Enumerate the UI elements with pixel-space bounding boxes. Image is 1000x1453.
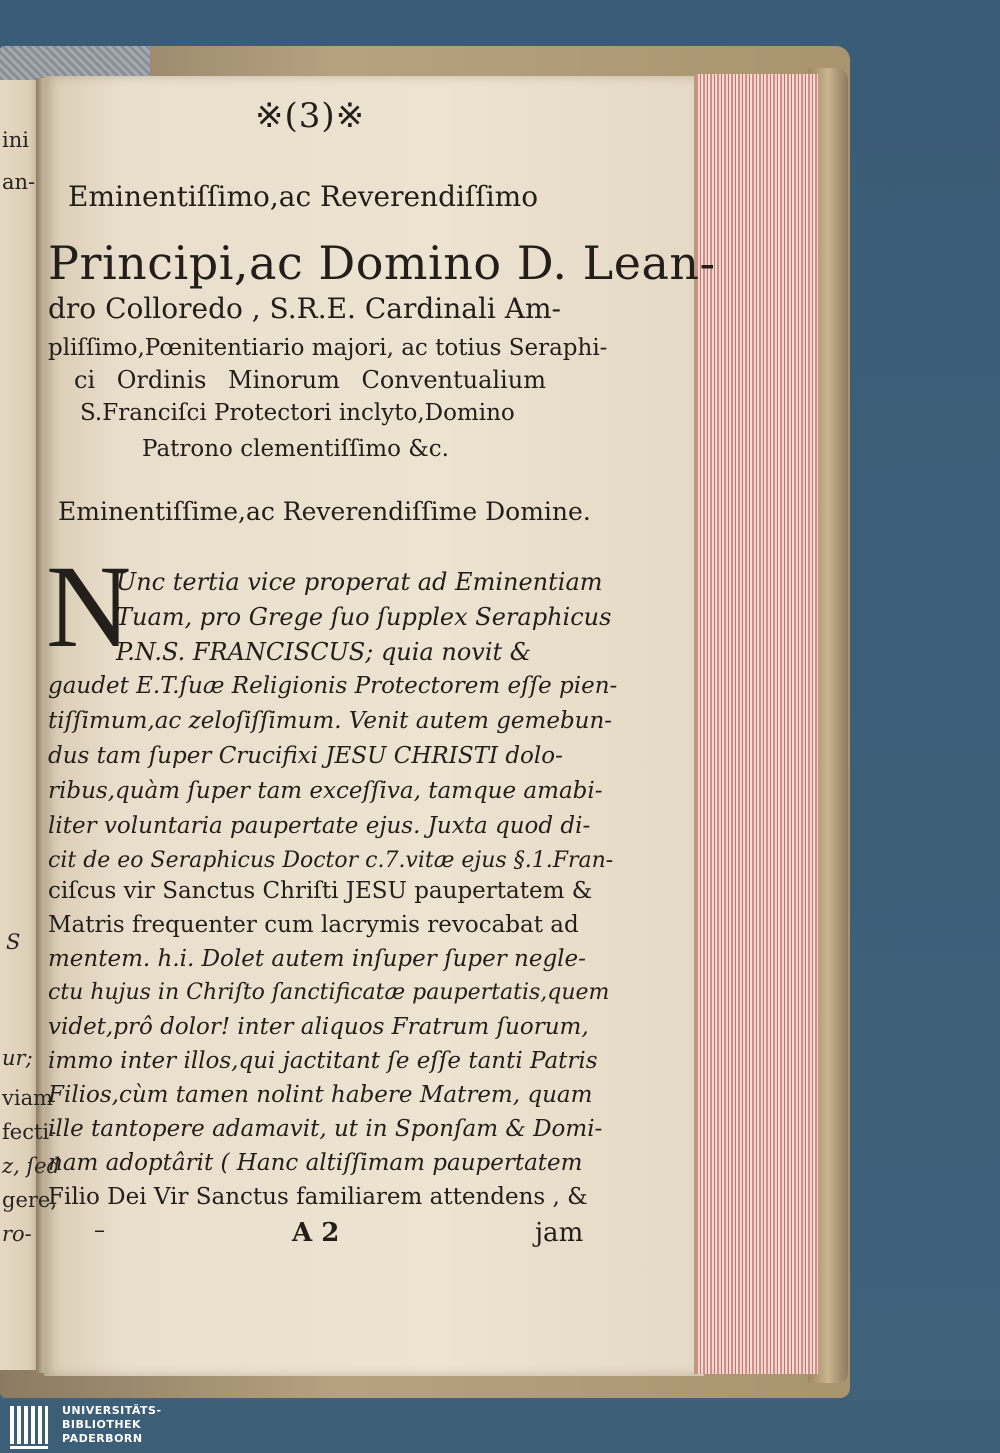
library-name-line: BIBLIOTHEK xyxy=(62,1418,142,1431)
body-line: immo inter illos,qui jactitant ſe eſſe tanti Patris xyxy=(48,1048,598,1074)
body-line: Filios,cùm tamen nolint habere Matrem, quam xyxy=(48,1082,593,1108)
drop-cap: N xyxy=(46,541,132,672)
left-fragment: z, ſed xyxy=(2,1154,61,1178)
dedication-line: Principi,ac Domino D. Lean- xyxy=(48,236,716,290)
dedication-line: dro Colloredo , S.R.E. Cardinali Am- xyxy=(48,292,562,325)
body-line: ille tantopere adamavit, ut in Sponſam & Domi- xyxy=(48,1116,603,1142)
body-line: videt,prô dolor! inter aliquos Fratrum ſuorum, xyxy=(48,1014,589,1040)
catchword: jam xyxy=(535,1218,584,1248)
body-line: mentem. h.i. Dolet autem inſuper ſuper negle- xyxy=(48,946,586,972)
body-line: Tuam, pro Grege ſuo ſupplex Seraphicus xyxy=(116,603,612,631)
body-line: P.N.S. FRANCISCUS; quia novit & xyxy=(116,638,532,666)
left-fragment: fecti- xyxy=(2,1120,57,1144)
left-fragment: ini xyxy=(2,128,29,152)
body-line: liter voluntaria paupertate ejus. Juxta quod di- xyxy=(48,813,591,839)
dedication-line: Patrono clementiſſimo &c. xyxy=(142,436,449,462)
body-line: Filio Dei Vir Sanctus familiarem attendens , & xyxy=(48,1184,588,1210)
body-line: Matris frequenter cum lacrymis revocabat ad xyxy=(48,912,579,938)
body-line: gaudet E.T.ſuæ Religionis Protectorem eſſe pien- xyxy=(48,673,618,699)
library-logo-icon xyxy=(8,1404,50,1450)
body-line: tiſſimum,ac zeloſiſſimum. Venit autem gemebun- xyxy=(48,708,613,734)
library-name-line: UNIVERSITÄTS- xyxy=(62,1404,162,1417)
left-fragment: an- xyxy=(2,170,36,194)
salutation: Eminentiſſime,ac Reverendiſſime Domine. xyxy=(58,497,591,526)
dedication-line: ci Ordinis Minorum Conventualium xyxy=(74,366,546,394)
signature-mark: A 2 xyxy=(292,1218,340,1248)
body-line: ribus,quàm ſuper tam exceſſiva, tamque amabi- xyxy=(48,778,603,804)
left-fragment: viam xyxy=(2,1086,54,1110)
left-fragment: ro- xyxy=(2,1222,32,1246)
body-line: Unc tertia vice properat ad Eminentiam xyxy=(116,568,603,596)
body-line: ctu hujus in Chriſto ſanctificatæ paupertatis,quem xyxy=(48,980,610,1005)
body-line: nam adoptârit ( Hanc altiſſimam paupertatem xyxy=(48,1150,583,1176)
left-fragment: gere, xyxy=(2,1188,58,1212)
left-fragment: ur; xyxy=(2,1046,33,1070)
body-line: dus tam ſuper Crucifixi JESU CHRISTI dolo- xyxy=(48,743,563,769)
library-name-line: PADERBORN xyxy=(62,1432,143,1445)
body-line: cit de eo Seraphicus Doctor c.7.vitæ ejus §.1.Fran- xyxy=(48,848,614,873)
dedication-line: S.Franciſci Protectori inclyto,Domino xyxy=(80,400,515,426)
left-fragment: S xyxy=(6,930,21,954)
page-number-ornament: ※(3)※ xyxy=(255,96,366,136)
body-line: ciſcus vir Sanctus Chriſti JESU paupertatem & xyxy=(48,878,593,904)
dedication-line: pliſſimo,Pœnitentiario majori, ac totius Seraphi- xyxy=(48,335,608,361)
dedication-line: Eminentiſſimo,ac Reverendiſſimo xyxy=(68,180,539,213)
footer-dash: – xyxy=(94,1218,105,1243)
